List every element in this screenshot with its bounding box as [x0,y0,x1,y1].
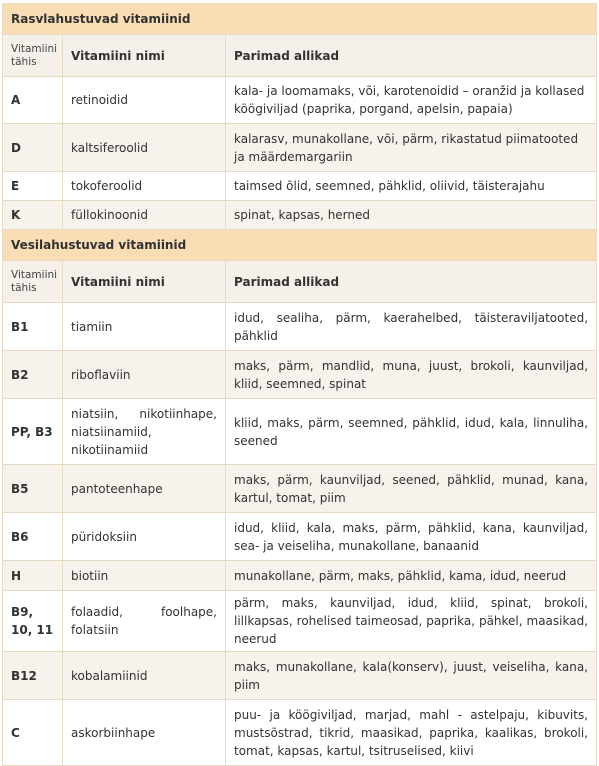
table-row [3,561,597,591]
vitamin-code: A [3,77,63,124]
vitamin-table-wrapper [2,3,596,766]
section-header-water-soluble [3,230,597,261]
vitamin-code: B6 [3,513,63,561]
vitamin-sources: idud, sealiha, pärm, kaerahelbed, täisteraviljatooted, pähklid [226,303,597,351]
vitamin-code: D [3,124,63,172]
column-header-name: Vitamiini nimi [63,261,226,303]
vitamin-name: retinoidid [63,77,226,124]
vitamin-code: B9, 10, 11 [3,591,63,652]
vitamin-name: pantoteenhape [63,465,226,513]
vitamin-sources: kalarasv, munakollane, või, pärm, rikastatud piimatooted ja määrdemargariin [226,124,597,172]
column-header-sources: Parimad allikad [226,35,597,77]
vitamin-code: H [3,561,63,591]
vitamin-name: riboflaviin [63,351,226,399]
vitamin-sources: puu- ja köögiviljad, marjad, mahl - astelpaju, kibuvits, mustsõstrad, tikrid, maasikad, paprika, kaalikas, brokoli, tomat, kapsas, kartul, tsitruselised, kiivi [226,700,597,766]
vitamin-sources: munakollane, pärm, maks, pähklid, kama, idud, neerud [226,561,597,591]
table-row [3,77,597,124]
vitamin-sources: pärm, maks, kaunviljad, idud, kliid, spinat, brokoli, lillkapsas, rohelised taimeosad, paprika, pähkel, maasikad, neerud [226,591,597,652]
vitamin-code: B12 [3,652,63,700]
vitamin-name: kobalamiinid [63,652,226,700]
vitamin-table [2,3,597,766]
table-row [3,513,597,561]
vitamin-code: K [3,201,63,230]
vitamin-sources: spinat, kapsas, herned [226,201,597,230]
column-header-sources: Parimad allikad [226,261,597,303]
vitamin-name: niatsiin, nikotiinhape, niatsiinamiid, nikotiinamiid [63,399,226,465]
table-row [3,201,597,230]
column-header-code: Vitamiini tähis [3,261,63,303]
column-header-code: Vitamiini tähis [3,35,63,77]
vitamin-sources: kala- ja loomamaks, või, karotenoidid – oranžid ja kollased köögiviljad (paprika, porgand, apelsin, papaia) [226,77,597,124]
vitamin-sources: maks, munakollane, kala(konserv), juust, veiseliha, kana, piim [226,652,597,700]
section-title: Vesilahustuvad vitamiinid [3,230,597,261]
vitamin-sources: maks, pärm, kaunviljad, seened, pähklid, munad, kana, kartul, tomat, piim [226,465,597,513]
vitamin-code: B2 [3,351,63,399]
section-header-fat-soluble [3,4,597,35]
vitamin-name: tokoferoolid [63,172,226,201]
vitamin-sources: maks, pärm, mandlid, muna, juust, brokoli, kaunviljad, kliid, seemned, spinat [226,351,597,399]
vitamin-sources: kliid, maks, pärm, seemned, pähklid, idud, kala, linnuliha, seened [226,399,597,465]
vitamin-code: E [3,172,63,201]
vitamin-sources: idud, kliid, kala, maks, pärm, pähklid, kana, kaunviljad, sea- ja veiseliha, munakollane, banaanid [226,513,597,561]
column-header-row [3,35,597,77]
column-header-row [3,261,597,303]
vitamin-name: kaltsiferoolid [63,124,226,172]
vitamin-code: C [3,700,63,766]
table-row [3,399,597,465]
section-title: Rasvlahustuvad vitamiinid [3,4,597,35]
table-row [3,465,597,513]
table-row [3,172,597,201]
vitamin-code: PP, B3 [3,399,63,465]
vitamin-name: füllokinoonid [63,201,226,230]
column-header-name: Vitamiini nimi [63,35,226,77]
vitamin-code: B1 [3,303,63,351]
vitamin-name: biotiin [63,561,226,591]
table-row [3,351,597,399]
vitamin-sources: taimsed õlid, seemned, pähklid, oliivid, täisterajahu [226,172,597,201]
table-row [3,303,597,351]
vitamin-name: folaadid, foolhape, folatsiin [63,591,226,652]
table-row [3,124,597,172]
vitamin-name: püridoksiin [63,513,226,561]
vitamin-name: askorbiinhape [63,700,226,766]
vitamin-name: tiamiin [63,303,226,351]
table-row [3,700,597,766]
vitamin-code: B5 [3,465,63,513]
table-row [3,652,597,700]
table-row [3,591,597,652]
